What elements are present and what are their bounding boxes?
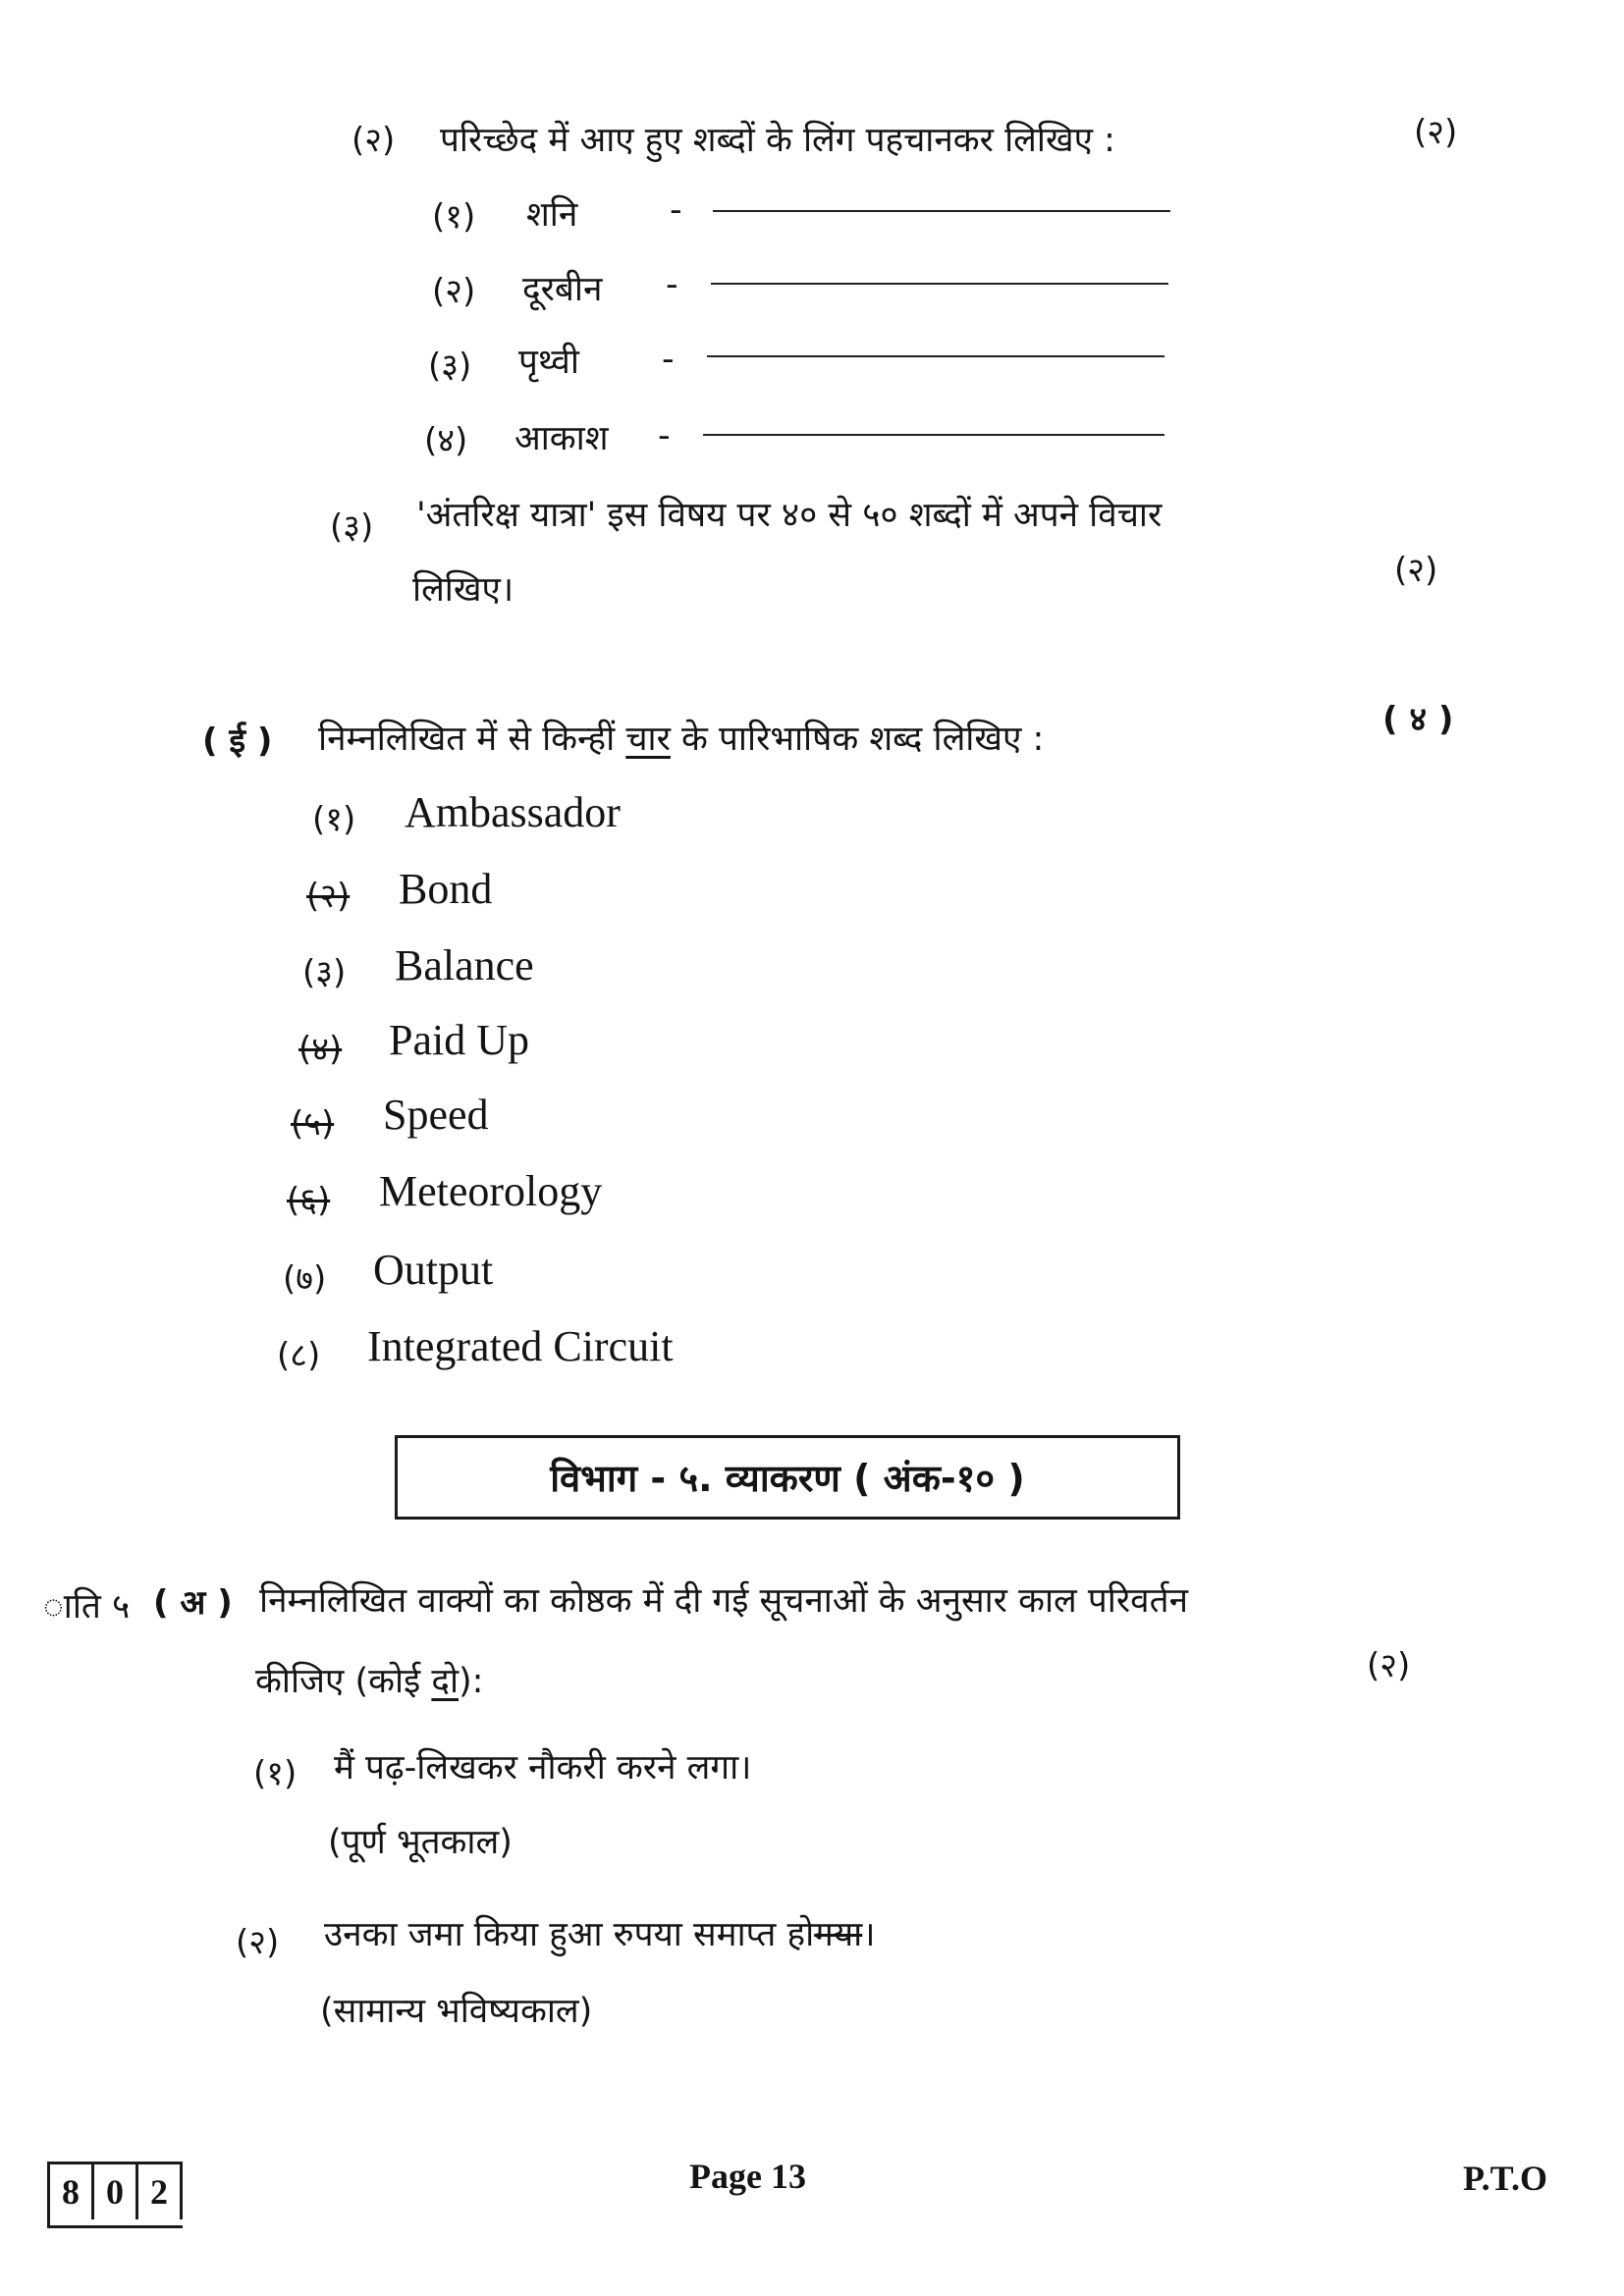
q2-answer-blank bbox=[703, 434, 1164, 436]
term-number: (१) bbox=[312, 800, 356, 839]
q5-item-hint: (पूर्ण भूतकाल) bbox=[328, 1823, 513, 1862]
q5-item-sentence: उनका जमा किया हुआ रुपया समाप्त होगया। bbox=[324, 1915, 876, 1954]
q2-item-number: (१) bbox=[432, 197, 476, 237]
paper-code-digit: 8 bbox=[50, 2164, 94, 2219]
q2-item-dash: - bbox=[670, 190, 682, 230]
q5-item-hint: (सामान्य भविष्यकाल) bbox=[320, 1992, 593, 2031]
q2-item-word: शनि bbox=[526, 195, 578, 235]
qE-marks: ( ४ ) bbox=[1382, 700, 1454, 739]
qE-label: ( ई ) bbox=[202, 721, 273, 761]
term-label: Integrated Circuit bbox=[367, 1322, 674, 1370]
term-number: (६) bbox=[287, 1181, 331, 1220]
term-number: (३) bbox=[302, 953, 347, 992]
q5-line1: निम्नलिखित वाक्यों का कोष्ठक में दी गई सूचनाओं के अनुसार काल परिवर्तन bbox=[259, 1581, 1189, 1621]
q2-item-dash: - bbox=[666, 265, 678, 304]
q3-line2: लिखिए। bbox=[412, 570, 514, 610]
paper-code-digit: 0 bbox=[94, 2164, 138, 2219]
q2-item-dash: - bbox=[658, 416, 671, 455]
q2-text: परिच्छेद में आए हुए शब्दों के लिंग पहचानकर लिखिए : bbox=[440, 121, 1115, 160]
term-label: Meteorology bbox=[379, 1167, 603, 1215]
q3-line1: 'अंतरिक्ष यात्रा' इस विषय पर ४० से ५० शब्दों में अपने विचार bbox=[416, 496, 1163, 535]
q5-item-sentence: मैं पढ़-लिखकर नौकरी करने लगा। bbox=[334, 1748, 752, 1788]
page-number: Page 13 bbox=[689, 2157, 806, 2196]
paper-code-digit: 2 bbox=[138, 2164, 183, 2219]
term-number: (८) bbox=[277, 1336, 321, 1375]
q2-item-word: आकाश bbox=[514, 419, 609, 458]
q3-marks: (२) bbox=[1394, 551, 1438, 590]
q2-item-number: (२) bbox=[432, 272, 476, 311]
q5-item-number: (२) bbox=[236, 1923, 280, 1962]
q2-item-number: (४) bbox=[424, 421, 468, 460]
q5-item-number: (१) bbox=[253, 1754, 298, 1793]
q2-answer-blank bbox=[707, 355, 1164, 357]
term-number: (५) bbox=[291, 1104, 335, 1144]
q3-number: (३) bbox=[330, 507, 374, 547]
section-title: विभाग - ५. व्याकरण ( अंक-१० ) bbox=[550, 1457, 1025, 1500]
pto-label: P.T.O bbox=[1463, 2159, 1548, 2198]
q5-line2: कीजिए (कोई दो): bbox=[255, 1662, 484, 1701]
q5-part-label: ( अ ) bbox=[153, 1583, 233, 1623]
term-number: (४) bbox=[298, 1030, 343, 1069]
q5-marks: (२) bbox=[1367, 1646, 1411, 1685]
term-label: Bond bbox=[399, 865, 493, 913]
term-label: Balance bbox=[395, 941, 534, 989]
term-label: Paid Up bbox=[389, 1016, 529, 1064]
term-number: (७) bbox=[283, 1259, 327, 1299]
q2-answer-blank bbox=[713, 210, 1170, 212]
q2-marks: (२) bbox=[1414, 113, 1458, 152]
term-number: (२) bbox=[306, 877, 351, 916]
paper-code-box bbox=[47, 2162, 183, 2228]
qE-text: निम्नलिखित में से किन्हीं चार के पारिभाषिक शब्द लिखिए : bbox=[318, 720, 1045, 759]
section-heading bbox=[395, 1435, 1180, 1520]
q2-item-word: दूरबीन bbox=[522, 270, 603, 309]
term-label: Ambassador bbox=[405, 788, 621, 836]
q2-item-word: पृथ्वी bbox=[518, 343, 579, 382]
q2-number: (२) bbox=[352, 121, 396, 160]
q5-number: ाति ५ bbox=[43, 1587, 131, 1627]
q2-item-dash: - bbox=[662, 340, 675, 379]
q2-item-number: (३) bbox=[428, 347, 472, 386]
term-label: Output bbox=[373, 1246, 494, 1294]
q2-answer-blank bbox=[711, 283, 1168, 285]
term-label: Speed bbox=[383, 1091, 489, 1139]
